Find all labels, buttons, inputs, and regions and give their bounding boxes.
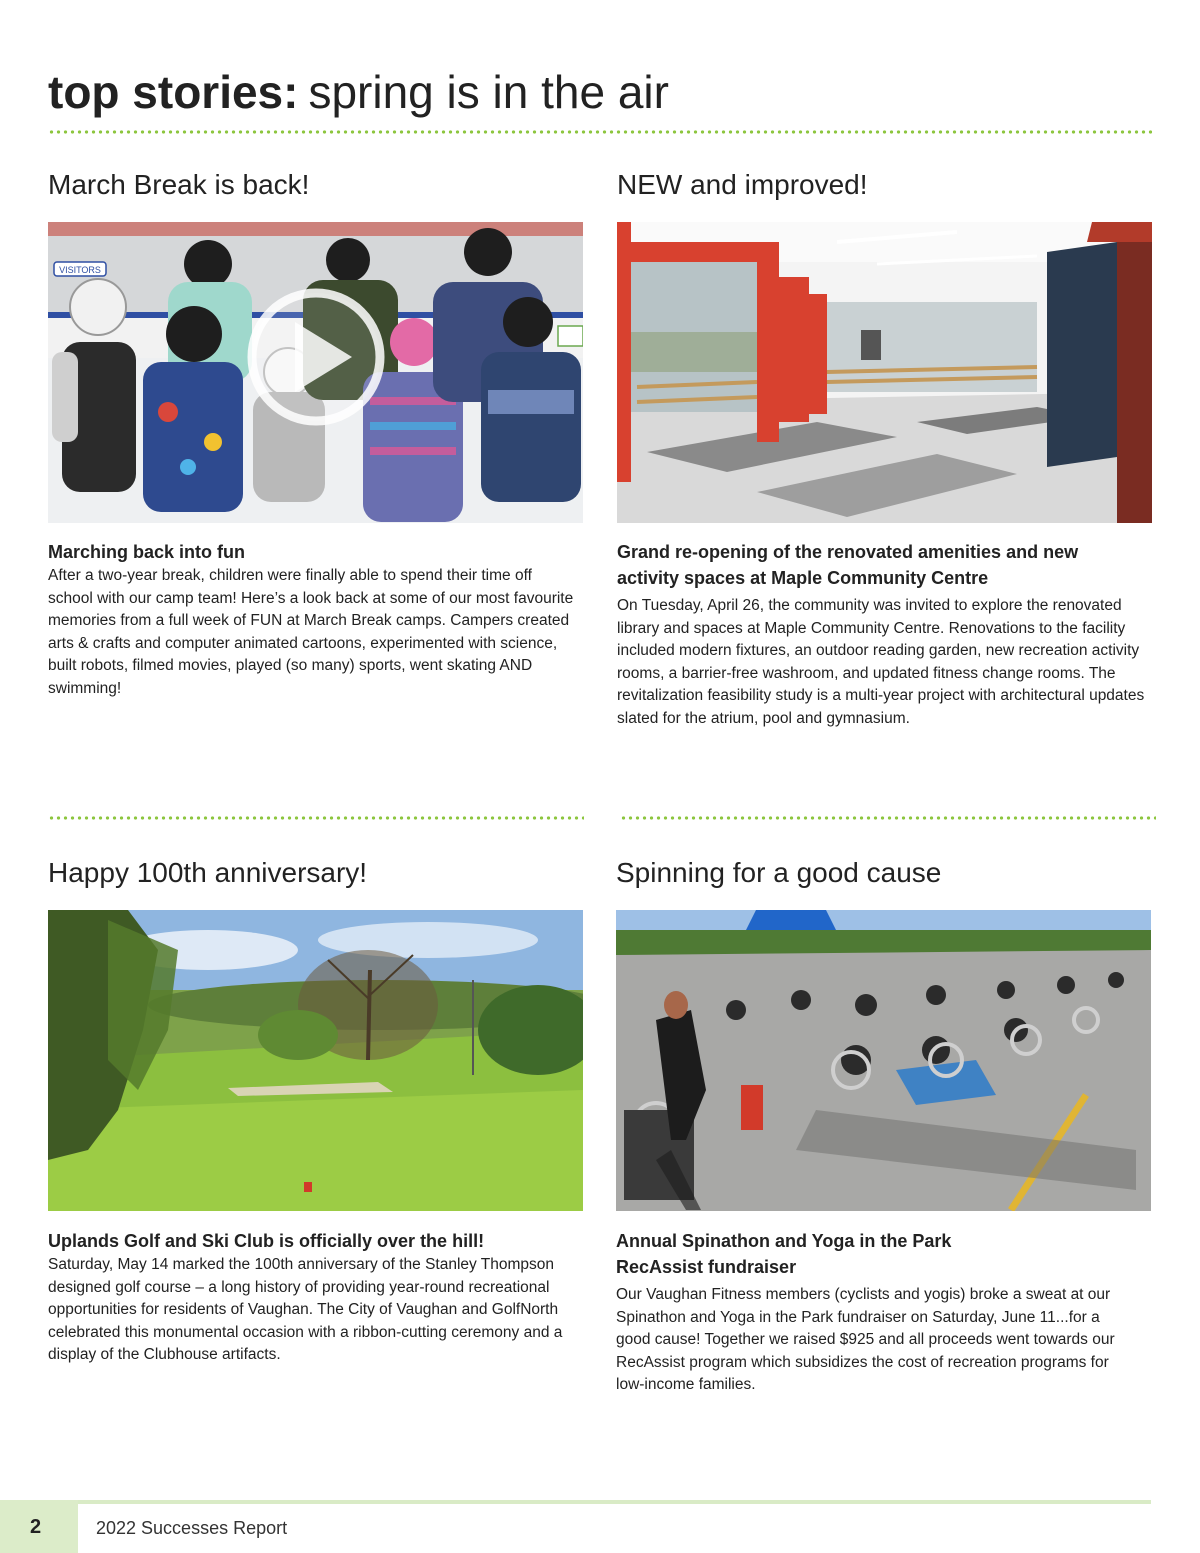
- page-number: 2: [30, 1516, 42, 1538]
- story-subheading: Marching back into fun: [48, 542, 246, 562]
- story-heading: Happy 100th anniversary!: [48, 857, 368, 888]
- golf-course-image: [48, 910, 583, 1211]
- activity-room-photo: [617, 222, 1152, 523]
- renovated-room-photo: [617, 222, 1152, 523]
- story-new-improved-text: [617, 539, 1157, 731]
- story-subheading: Grand re-opening of the renovated amenities and new activity spaces at Maple Community Centre: [617, 542, 1079, 588]
- kids-hockey-photo: [48, 222, 583, 523]
- spinathon-image: [616, 910, 1151, 1211]
- story-100th-anniversary-text: [48, 1228, 588, 1367]
- story-heading: NEW and improved!: [617, 169, 868, 200]
- story-subheading: Uplands Golf and Ski Club is officially over the hill!: [48, 1231, 485, 1251]
- page-title: [48, 66, 669, 118]
- page-title-light: spring is in the air: [308, 66, 669, 118]
- march-break-video[interactable]: [48, 222, 583, 523]
- story-100th-anniversary: [48, 856, 584, 890]
- title-divider: [48, 130, 1152, 134]
- spinathon-photo: [616, 910, 1151, 1211]
- golf-course-photo: [48, 910, 583, 1211]
- story-heading: Spinning for a good cause: [616, 857, 942, 888]
- story-body: Our Vaughan Fitness members (cyclists and yogis) broke a sweat at our Spinathon and Yoga in the Park fundraiser on Saturday, June 11...for a good cause! Together we raised $925 and all proceeds went towards our RecAssist program which subsidizes the cost of recreation programs for low-income families.: [616, 1286, 1115, 1394]
- footer-report-title: 2022 Successes Report: [96, 1518, 288, 1538]
- story-body: Saturday, May 14 marked the 100th anniversary of the Stanley Thompson designed golf course – a long history of providing year-round recreational opportunities for residents of Vaughan. The City of Vaughan and GolfNorth celebrated this monumental occasion with a ribbon-cutting ceremony and a display of the Clubhouse artifacts.: [48, 1256, 563, 1364]
- section-divider-left: [48, 816, 584, 820]
- story-heading: March Break is back!: [48, 169, 310, 200]
- page-title-bold: top stories:: [48, 66, 299, 118]
- visitors-sign: VISITORS: [59, 265, 101, 275]
- story-spinning: [616, 856, 1152, 890]
- story-body: On Tuesday, April 26, the community was invited to explore the renovated library and spaces at Maple Community Centre. Renovations to the facility included modern fixtures, an outdoor reading garden, new recreation activity rooms, a barrier-free washroom, and updated fitness change rooms. The revitalization feasibility study is a multi-year project with architectural updates slated for the atrium, pool and gymnasium.: [617, 597, 1145, 727]
- footer-rule: [78, 1500, 1151, 1504]
- story-spinning-text: [616, 1228, 1156, 1397]
- story-march-break: [48, 168, 584, 202]
- story-subheading: Annual Spinathon and Yoga in the Park RecAssist fundraiser: [616, 1231, 952, 1277]
- story-march-break-text: [48, 539, 588, 701]
- story-body: After a two-year break, children were finally able to spend their time off school with our camp team! Here’s a look back at some of our most favourite memories from a full week of FUN at March Break camps. Campers created arts & crafts and computer animated cartoons, experimented with science, built robots, filmed movies, played (so many) sports, went skating AND swimming!: [48, 567, 574, 697]
- story-new-improved: [617, 168, 1153, 202]
- section-divider-right: [620, 816, 1156, 820]
